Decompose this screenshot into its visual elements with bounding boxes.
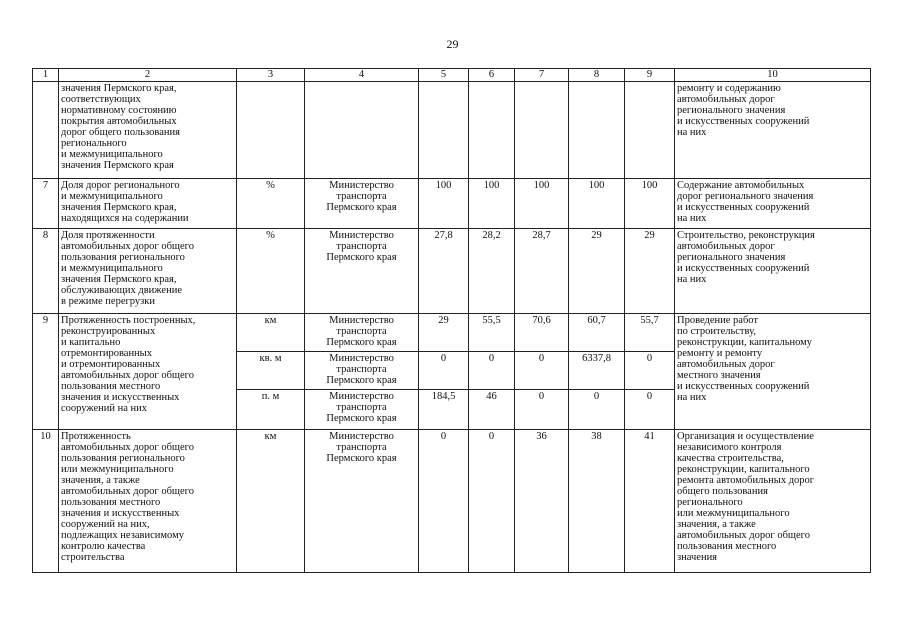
measure-cell: Строительство, реконструкция автомобильных дорог регионального значения и искусственных сооружений на них [675, 229, 871, 314]
row-number-cell: 10 [33, 430, 59, 573]
unit-cell: п. м [237, 390, 305, 430]
unit-cell: кв. м [237, 352, 305, 390]
value-cell: 100 [515, 179, 569, 229]
indicator-name-cell: значения Пермского края, соответствующих нормативному состоянию покрытия автомобильных дорог общего пользования регионального и межмуниципального значения Пермского края [59, 82, 237, 179]
header-cell: 5 [419, 69, 469, 82]
unit-cell: км [237, 430, 305, 573]
organization-cell: Министерство транспорта Пермского края [305, 179, 419, 229]
value-cell: 28,2 [469, 229, 515, 314]
value-cell: 60,7 [569, 314, 625, 352]
unit-cell: км [237, 314, 305, 352]
value-cell: 29 [569, 229, 625, 314]
header-row [33, 69, 871, 82]
value-cell: 100 [469, 179, 515, 229]
value-cell: 55,5 [469, 314, 515, 352]
value-cell: 0 [569, 390, 625, 430]
value-cell: 0 [419, 430, 469, 573]
value-cell: 0 [515, 390, 569, 430]
value-cell: 29 [419, 314, 469, 352]
header-cell: 4 [305, 69, 419, 82]
value-cell: 0 [515, 352, 569, 390]
row-number-cell: 7 [33, 179, 59, 229]
value-cell: 27,8 [419, 229, 469, 314]
organization-cell: Министерство транспорта Пермского края [305, 314, 419, 352]
organization-cell: Министерство транспорта Пермского края [305, 352, 419, 390]
indicator-name-cell: Протяженность построенных, реконструированных и капитально отремонтированных и отремонтированных автомобильных дорог общего пользования местного значения и искусственных сооружений на них [59, 314, 237, 430]
value-cell: 36 [515, 430, 569, 573]
row-number-cell: 9 [33, 314, 59, 430]
header-cell: 6 [469, 69, 515, 82]
indicator-name-cell: Доля протяженности автомобильных дорог общего пользования регионального и межмуниципального значения Пермского края, обслуживающих движение в режиме перегрузки [59, 229, 237, 314]
indicator-name-cell: Протяженность автомобильных дорог общего пользования регионального или межмуниципального значения, а также автомобильных дорог общего пользования местного значения и искусственных сооружений на них, подлежащих независимому контролю качества строительства [59, 430, 237, 573]
header-cell: 9 [625, 69, 675, 82]
value-cell: 0 [419, 352, 469, 390]
value-cell: 6337,8 [569, 352, 625, 390]
indicators-table [32, 68, 871, 573]
row-number-cell: 8 [33, 229, 59, 314]
value-cell: 100 [625, 179, 675, 229]
table-row-10 [33, 430, 871, 573]
value-cell: 46 [469, 390, 515, 430]
header-cell: 8 [569, 69, 625, 82]
row-number-cell [33, 82, 59, 179]
header-cell: 2 [59, 69, 237, 82]
value-cell: 100 [419, 179, 469, 229]
table-row-9-km [33, 314, 871, 352]
measure-cell: Организация и осуществление независимого контроля качества строительства, реконструкции, капитального ремонта автомобильных дорог общего пользования регионального или межмуниципального значения, а также автомобильных дорог общего пользования местного значения [675, 430, 871, 573]
value-cell: 38 [569, 430, 625, 573]
value-cell: 100 [569, 179, 625, 229]
unit-cell: % [237, 179, 305, 229]
value-cell: 29 [625, 229, 675, 314]
value-cell: 0 [469, 430, 515, 573]
unit-cell: % [237, 229, 305, 314]
value-cell: 28,7 [515, 229, 569, 314]
value-cell: 0 [625, 390, 675, 430]
page-number: 29 [446, 37, 459, 51]
value-cell: 184,5 [419, 390, 469, 430]
unit-cell [237, 82, 305, 179]
table-row-continuation [33, 82, 871, 179]
measure-cell: ремонту и содержанию автомобильных дорог регионального значения и искусственных сооружений на них [675, 82, 871, 179]
table-row-8 [33, 229, 871, 314]
organization-cell: Министерство транспорта Пермского края [305, 390, 419, 430]
header-cell: 7 [515, 69, 569, 82]
value-cell: 0 [625, 352, 675, 390]
value-cell: 41 [625, 430, 675, 573]
value-cell [569, 82, 625, 179]
organization-cell [305, 82, 419, 179]
value-cell: 55,7 [625, 314, 675, 352]
value-cell [469, 82, 515, 179]
header-cell: 3 [237, 69, 305, 82]
header-cell: 1 [33, 69, 59, 82]
table-row-7 [33, 179, 871, 229]
value-cell [625, 82, 675, 179]
indicator-name-cell: Доля дорог регионального и межмуниципального значения Пермского края, находящихся на содержании [59, 179, 237, 229]
organization-cell: Министерство транспорта Пермского края [305, 229, 419, 314]
value-cell [515, 82, 569, 179]
measure-cell: Содержание автомобильных дорог регионального значения и искусственных сооружений на них [675, 179, 871, 229]
value-cell [419, 82, 469, 179]
value-cell: 70,6 [515, 314, 569, 352]
organization-cell: Министерство транспорта Пермского края [305, 430, 419, 573]
measure-cell: Проведение работ по строительству, реконструкции, капитальному ремонту и ремонту автомобильных дорог местного значения и искусственных сооружений на них [675, 314, 871, 430]
header-cell: 10 [675, 69, 871, 82]
value-cell: 0 [469, 352, 515, 390]
